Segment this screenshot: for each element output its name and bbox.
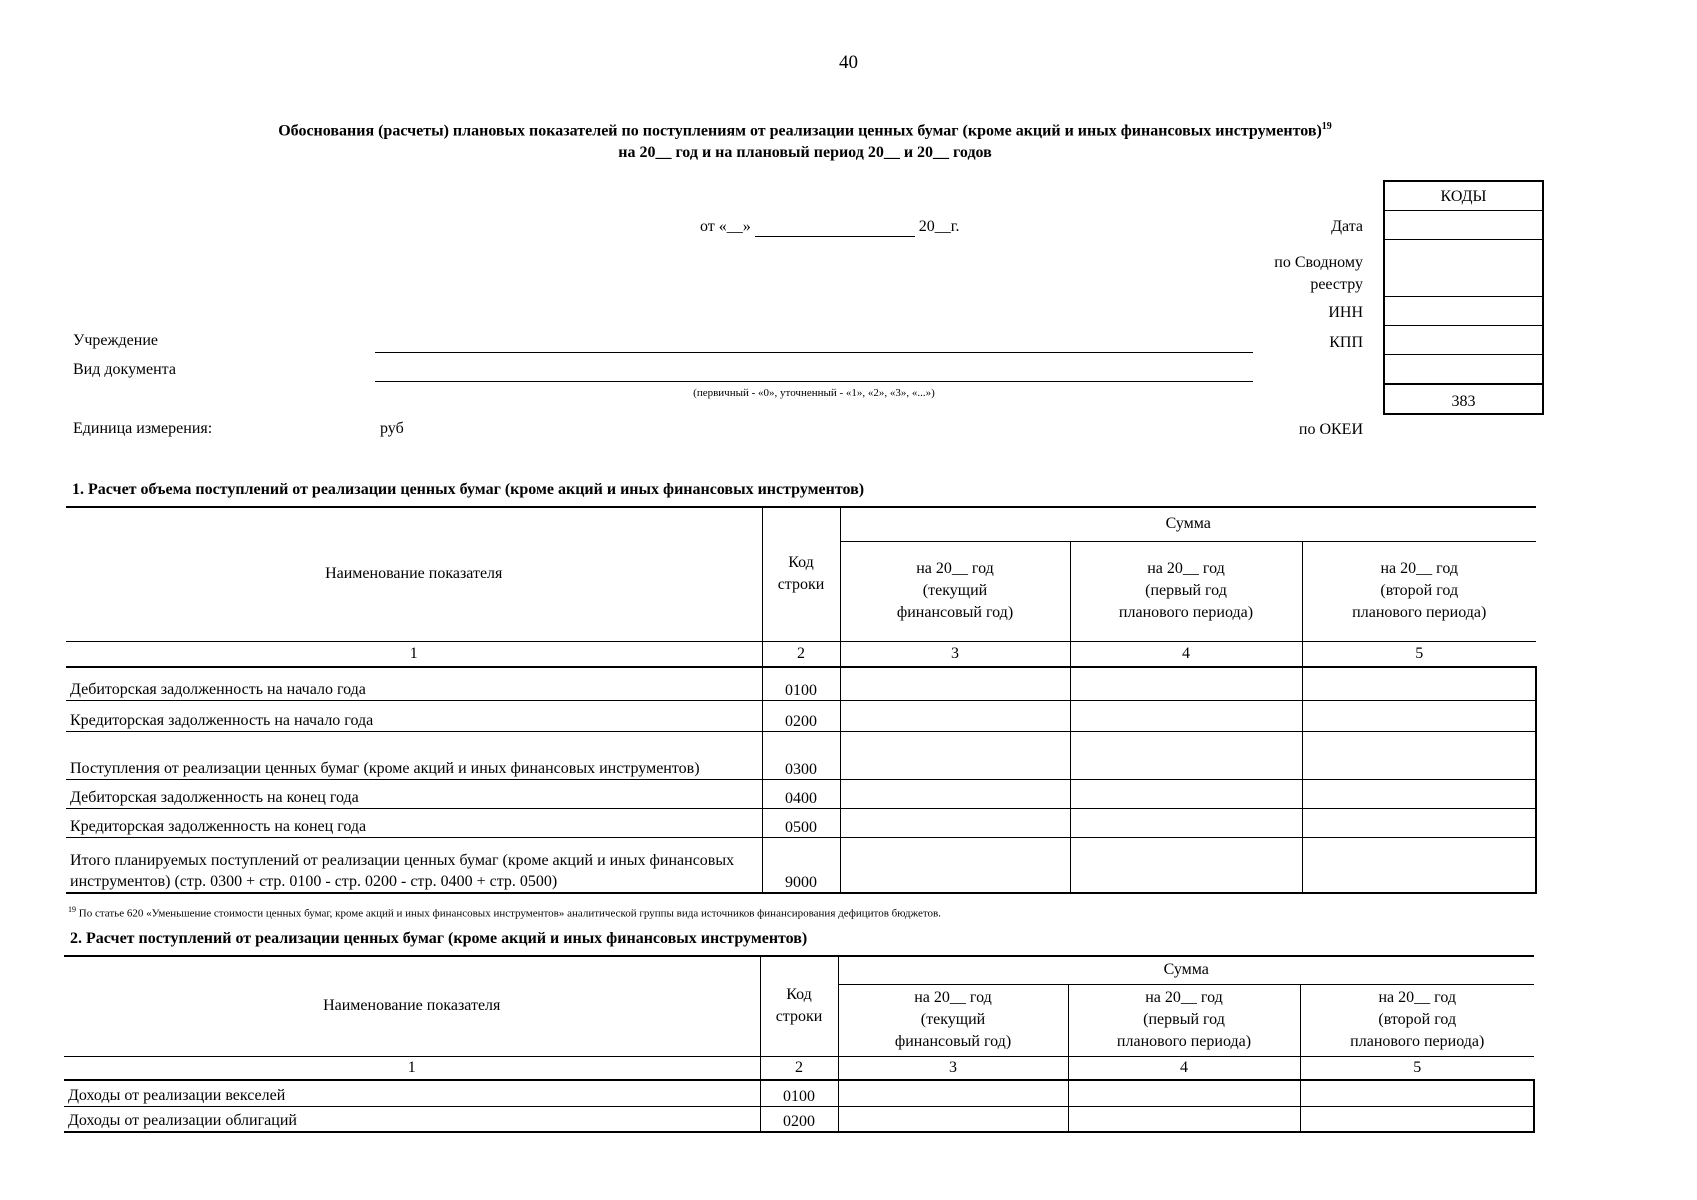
s1-row-value-cell[interactable] bbox=[1070, 779, 1302, 808]
s2-col-code-header bbox=[760, 956, 838, 1056]
s1-row-value-cell[interactable] bbox=[1070, 837, 1302, 893]
s1-row-value-cell[interactable] bbox=[840, 731, 1070, 779]
footnote bbox=[68, 905, 941, 920]
institution-field[interactable] bbox=[375, 352, 1253, 353]
s1-col5-line2: (второй год bbox=[1380, 582, 1459, 599]
s1-col-sum-header: Сумма bbox=[840, 507, 1536, 541]
codes-inn-cell[interactable] bbox=[1385, 297, 1542, 326]
s1-col3-header bbox=[840, 541, 1070, 641]
s1-row-value-cell[interactable] bbox=[1070, 700, 1302, 731]
s1-col3-line2: (текущий bbox=[922, 582, 988, 599]
s2-col3-line1: на 20__ год bbox=[914, 989, 992, 1006]
s2-col5-line2: (второй год bbox=[1378, 1011, 1457, 1028]
s1-col3-line1: на 20__ год bbox=[916, 560, 994, 577]
s2-colnum-2: 2 bbox=[760, 1056, 838, 1080]
s1-colnum-1: 1 bbox=[66, 641, 762, 667]
doc-type-note: (первичный - «0», уточненный - «1», «2», «3», «...») bbox=[693, 387, 935, 399]
s2-col4-line2: (первый год bbox=[1143, 1011, 1225, 1028]
s1-row-name: Дебиторская задолженность на начало года bbox=[66, 667, 762, 700]
s1-col4-line1: на 20__ год bbox=[1147, 560, 1225, 577]
s1-row-value-cell[interactable] bbox=[840, 837, 1070, 893]
s2-row-value-cell[interactable] bbox=[1300, 1080, 1534, 1106]
codes-okei-cell[interactable]: 383 bbox=[1385, 384, 1542, 413]
s1-colnum-2: 2 bbox=[762, 641, 840, 667]
s1-row-value-cell[interactable] bbox=[1070, 808, 1302, 837]
s1-row-value-cell[interactable] bbox=[840, 667, 1070, 700]
table-row bbox=[66, 837, 1536, 893]
table-row bbox=[66, 700, 1536, 731]
s2-col5-line3: планового периода) bbox=[1350, 1033, 1485, 1050]
s1-row-name: Кредиторская задолженность на конец года bbox=[66, 808, 762, 837]
table-row bbox=[66, 779, 1536, 808]
title-footnote-ref: 19 bbox=[1321, 121, 1332, 132]
unit-value: руб bbox=[380, 420, 404, 437]
section1-table bbox=[66, 506, 1537, 894]
codes-registry-label-line2: реестру bbox=[1310, 276, 1363, 293]
s1-row-value-cell[interactable] bbox=[1302, 667, 1536, 700]
s2-row-value-cell[interactable] bbox=[1300, 1106, 1534, 1132]
codes-okei-label: по ОКЕИ bbox=[1298, 421, 1363, 438]
s2-col4-line3: планового периода) bbox=[1116, 1033, 1252, 1050]
s2-col-name-header: Наименование показателя bbox=[64, 956, 760, 1056]
s1-row-value-cell[interactable] bbox=[840, 700, 1070, 731]
s2-row-value-cell[interactable] bbox=[1068, 1106, 1300, 1132]
s1-row-code: 0200 bbox=[762, 700, 840, 731]
s1-col5-line3: планового периода) bbox=[1352, 604, 1487, 621]
table-row bbox=[66, 667, 1536, 700]
s1-col5-line1: на 20__ год bbox=[1380, 560, 1458, 577]
codes-date-label: Дата bbox=[1331, 218, 1363, 235]
s1-row-value-cell[interactable] bbox=[1070, 667, 1302, 700]
codes-kpp-cell[interactable] bbox=[1385, 326, 1542, 355]
date-year: 20__г. bbox=[918, 218, 960, 235]
s2-colnum-1: 1 bbox=[64, 1056, 760, 1080]
s1-col-name-header: Наименование показателя bbox=[66, 507, 762, 641]
doc-type-field[interactable] bbox=[375, 381, 1253, 382]
page-number: 40 bbox=[839, 52, 858, 73]
codes-title: КОДЫ bbox=[1385, 180, 1542, 211]
s1-colnum-4: 4 bbox=[1070, 641, 1302, 667]
codes-registry-label bbox=[1143, 252, 1363, 296]
s1-row-value-cell[interactable] bbox=[1070, 731, 1302, 779]
codes-inn-label: ИНН bbox=[1328, 304, 1363, 321]
s2-row-name: Доходы от реализации векселей bbox=[64, 1080, 760, 1106]
unit-label: Единица измерения: bbox=[73, 420, 213, 437]
table-row bbox=[64, 1106, 1534, 1132]
s1-row-value-cell[interactable] bbox=[1302, 837, 1536, 893]
s1-row-code: 0100 bbox=[762, 667, 840, 700]
s1-row-code: 0500 bbox=[762, 808, 840, 837]
codes-date-cell[interactable] bbox=[1385, 211, 1542, 240]
s1-col4-line2: (первый год bbox=[1145, 582, 1227, 599]
s1-row-code: 9000 bbox=[762, 837, 840, 893]
s1-col-code-header bbox=[762, 507, 840, 641]
codes-registry-cell[interactable] bbox=[1385, 240, 1542, 297]
s1-row-code: 0300 bbox=[762, 731, 840, 779]
s1-row-name: Итого планируемых поступлений от реализации ценных бумаг (кроме акций и иных финансовых инструментов) (стр. 0300 + стр. 0100 - стр. 0200 - стр. 0400 + стр. 0500) bbox=[66, 837, 762, 893]
date-prefix: от «__» bbox=[700, 218, 751, 235]
section2-title: 2. Расчет поступлений от реализации ценных бумаг (кроме акций и иных финансовых инструментов) bbox=[70, 930, 808, 947]
date-line bbox=[700, 218, 960, 237]
s2-col3-line2: (текущий bbox=[920, 1011, 986, 1028]
codes-kpp-label: КПП bbox=[1329, 334, 1363, 351]
institution-label: Учреждение bbox=[73, 332, 158, 349]
s2-col-code-line1: Код bbox=[786, 986, 812, 1004]
s1-col4-header bbox=[1070, 541, 1302, 641]
s1-row-value-cell[interactable] bbox=[840, 808, 1070, 837]
date-month-blank[interactable] bbox=[755, 218, 915, 237]
s2-col4-line1: на 20__ год bbox=[1145, 989, 1223, 1006]
table-row bbox=[64, 1080, 1534, 1106]
s2-col4-header bbox=[1068, 984, 1300, 1056]
codes-registry-label-line1: по Сводному bbox=[1274, 254, 1363, 271]
s2-colnum-3: 3 bbox=[838, 1056, 1068, 1080]
footnote-number: 19 bbox=[68, 905, 76, 914]
table-row bbox=[66, 808, 1536, 837]
document-title bbox=[0, 116, 1610, 164]
s1-col4-line3: планового периода) bbox=[1118, 604, 1254, 621]
s1-row-value-cell[interactable] bbox=[1302, 808, 1536, 837]
s2-col-sum-header: Сумма bbox=[838, 956, 1534, 984]
footnote-text: По статье 620 «Уменьшение стоимости ценных бумаг, кроме акций и иных финансовых инструментов» аналитической группы вида источников финансирования дефицитов бюджетов. bbox=[78, 907, 941, 920]
s1-row-name: Кредиторская задолженность на начало года bbox=[66, 700, 762, 731]
s2-row-value-cell[interactable] bbox=[1068, 1080, 1300, 1106]
codes-doctype-cell[interactable] bbox=[1385, 355, 1542, 384]
s1-row-value-cell[interactable] bbox=[1302, 779, 1536, 808]
section1-title: 1. Расчет объема поступлений от реализации ценных бумаг (кроме акций и иных финансовых инструментов) bbox=[72, 481, 865, 498]
s1-row-name: Поступления от реализации ценных бумаг (кроме акций и иных финансовых инструментов) bbox=[66, 731, 762, 779]
s1-row-name: Дебиторская задолженность на конец года bbox=[66, 779, 762, 808]
s2-colnum-4: 4 bbox=[1068, 1056, 1300, 1080]
s1-colnum-5: 5 bbox=[1302, 641, 1536, 667]
s2-col5-header bbox=[1300, 984, 1534, 1056]
s1-col3-line3: финансовый год) bbox=[896, 604, 1014, 621]
s2-row-value-cell[interactable] bbox=[838, 1080, 1068, 1106]
title-line-1: Обоснования (расчеты) плановых показателей по поступлениям от реализации ценных бумаг (кроме акций и иных финансовых инструментов) bbox=[278, 122, 1322, 140]
s2-col-code-line2: строки bbox=[775, 1008, 823, 1026]
doc-type-label: Вид документа bbox=[73, 361, 176, 378]
s1-row-code: 0400 bbox=[762, 779, 840, 808]
s1-row-value-cell[interactable] bbox=[840, 779, 1070, 808]
s1-row-value-cell[interactable] bbox=[1302, 731, 1536, 779]
s1-col5-header bbox=[1302, 541, 1536, 641]
section2-table bbox=[64, 955, 1535, 1133]
codes-box bbox=[1383, 180, 1544, 415]
s2-row-name: Доходы от реализации облигаций bbox=[64, 1106, 760, 1132]
s2-row-code: 0100 bbox=[760, 1080, 838, 1106]
s1-colnum-3: 3 bbox=[840, 641, 1070, 667]
s2-col5-line1: на 20__ год bbox=[1378, 989, 1456, 1006]
s2-row-code: 0200 bbox=[760, 1106, 838, 1132]
s2-col3-header bbox=[838, 984, 1068, 1056]
title-line-2: на 20__ год и на плановый период 20__ и 20__ годов bbox=[618, 144, 992, 162]
table-row bbox=[66, 731, 1536, 779]
s1-row-value-cell[interactable] bbox=[1302, 700, 1536, 731]
s1-col-code-line1: Код bbox=[788, 554, 814, 572]
s1-col-code-line2: строки bbox=[777, 576, 825, 594]
s2-colnum-5: 5 bbox=[1300, 1056, 1534, 1080]
s2-row-value-cell[interactable] bbox=[838, 1106, 1068, 1132]
s2-col3-line3: финансовый год) bbox=[894, 1033, 1012, 1050]
